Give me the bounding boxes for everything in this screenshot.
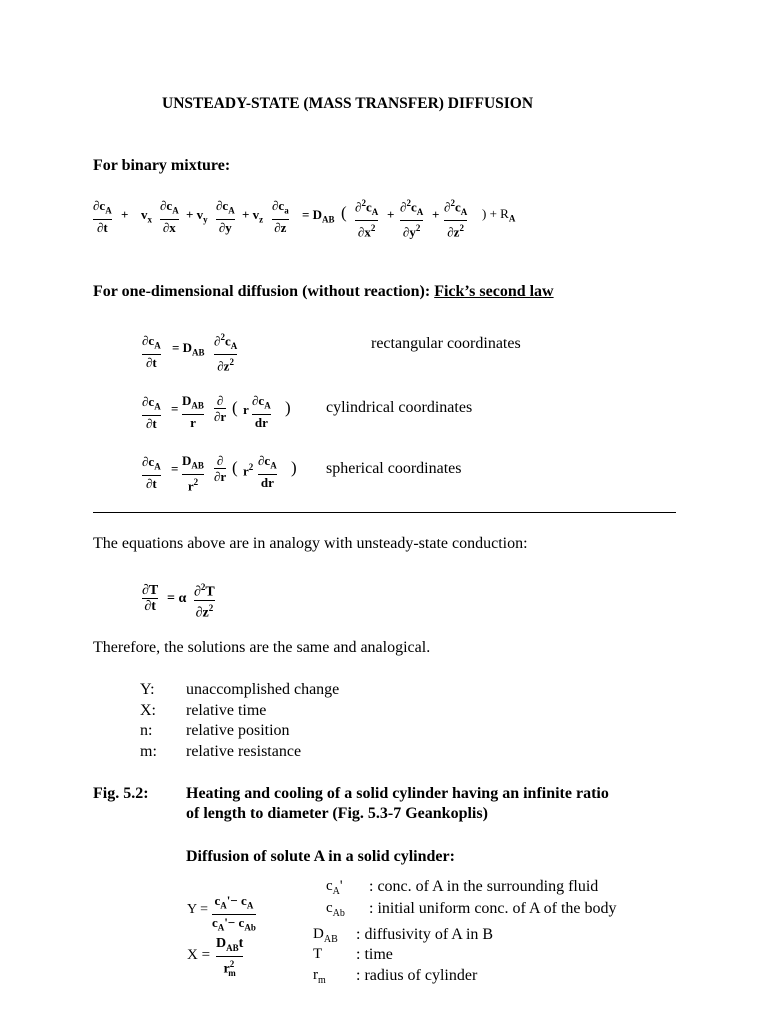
var-symbol: $c_{Ab}$ — [326, 900, 345, 919]
eq1-term-d2cA-dy2: $\frac{\partial^2c_A}{\partial y^2}$ — [400, 198, 424, 240]
def-description: relative resistance — [186, 743, 302, 760]
cylindrical-label: cylindrical coordinates — [326, 399, 473, 416]
binary-mixture-heading: For binary mixture: — [93, 157, 231, 174]
eq1-term-dca-dz: $\frac{\partial c_a}{\partial z}$ — [272, 198, 289, 235]
def-description: relative time — [186, 702, 267, 719]
def-description: unaccomplished change — [186, 681, 340, 698]
cylinder-diffusion-heading: Diffusion of solute A in a solid cylinder: — [186, 848, 455, 865]
var-description: : radius of cylinder — [356, 967, 478, 984]
var-description: : conc. of A in the surrounding fluid — [369, 878, 599, 895]
eq1-term-dcA-dy: $\frac{\partial c_A}{\partial y}$ — [216, 198, 235, 235]
therefore-text: Therefore, the solutions are the same and analogical. — [93, 639, 431, 656]
ficks-law-link: Fick’s second law — [434, 283, 554, 300]
one-dimensional-heading: For one-dimensional diffusion (without reaction): Fick’s second law — [93, 283, 554, 300]
eq1-term-dcA-dx: $\frac{\partial c_A}{\partial x}$ — [160, 198, 179, 235]
var-description: : time — [356, 946, 393, 963]
def-description: relative position — [186, 722, 290, 739]
def-symbol: X: — [140, 702, 156, 719]
rectangular-label: rectangular coordinates — [371, 335, 521, 352]
def-symbol: Y: — [140, 681, 155, 698]
var-symbol: $c_A'$ — [326, 878, 343, 897]
eq1-term-d2cA-dx2: $\frac{\partial^2c_A}{\partial x^2}$ — [355, 198, 379, 240]
analogy-text: The equations above are in analogy with unsteady-state conduction: — [93, 535, 528, 552]
page-title: UNSTEADY-STATE (MASS TRANSFER) DIFFUSION — [162, 95, 534, 112]
def-symbol: n: — [140, 722, 153, 739]
var-description: : initial uniform conc. of A of the body — [369, 900, 617, 917]
var-symbol: $r_m$ — [313, 967, 326, 986]
figure-caption-line2: of length to diameter (Fig. 5.3-7 Geankoplis) — [186, 805, 488, 822]
def-symbol: m: — [140, 743, 157, 760]
section-divider — [93, 512, 676, 513]
var-symbol: $D_{AB}$ — [313, 926, 338, 945]
figure-label: Fig. 5.2: — [93, 785, 149, 802]
figure-caption-line1: Heating and cooling of a solid cylinder having an infinite ratio — [186, 785, 609, 802]
var-symbol: T — [313, 946, 323, 962]
spherical-label: spherical coordinates — [326, 460, 462, 477]
eq1-term-dcA-dt: $\frac{\partial c_A}{\partial t}$ — [93, 198, 112, 235]
eq1-term-d2cA-dz2: $\frac{\partial^2c_A}{\partial z^2}$ — [444, 198, 468, 240]
var-description: : diffusivity of A in B — [356, 926, 494, 943]
